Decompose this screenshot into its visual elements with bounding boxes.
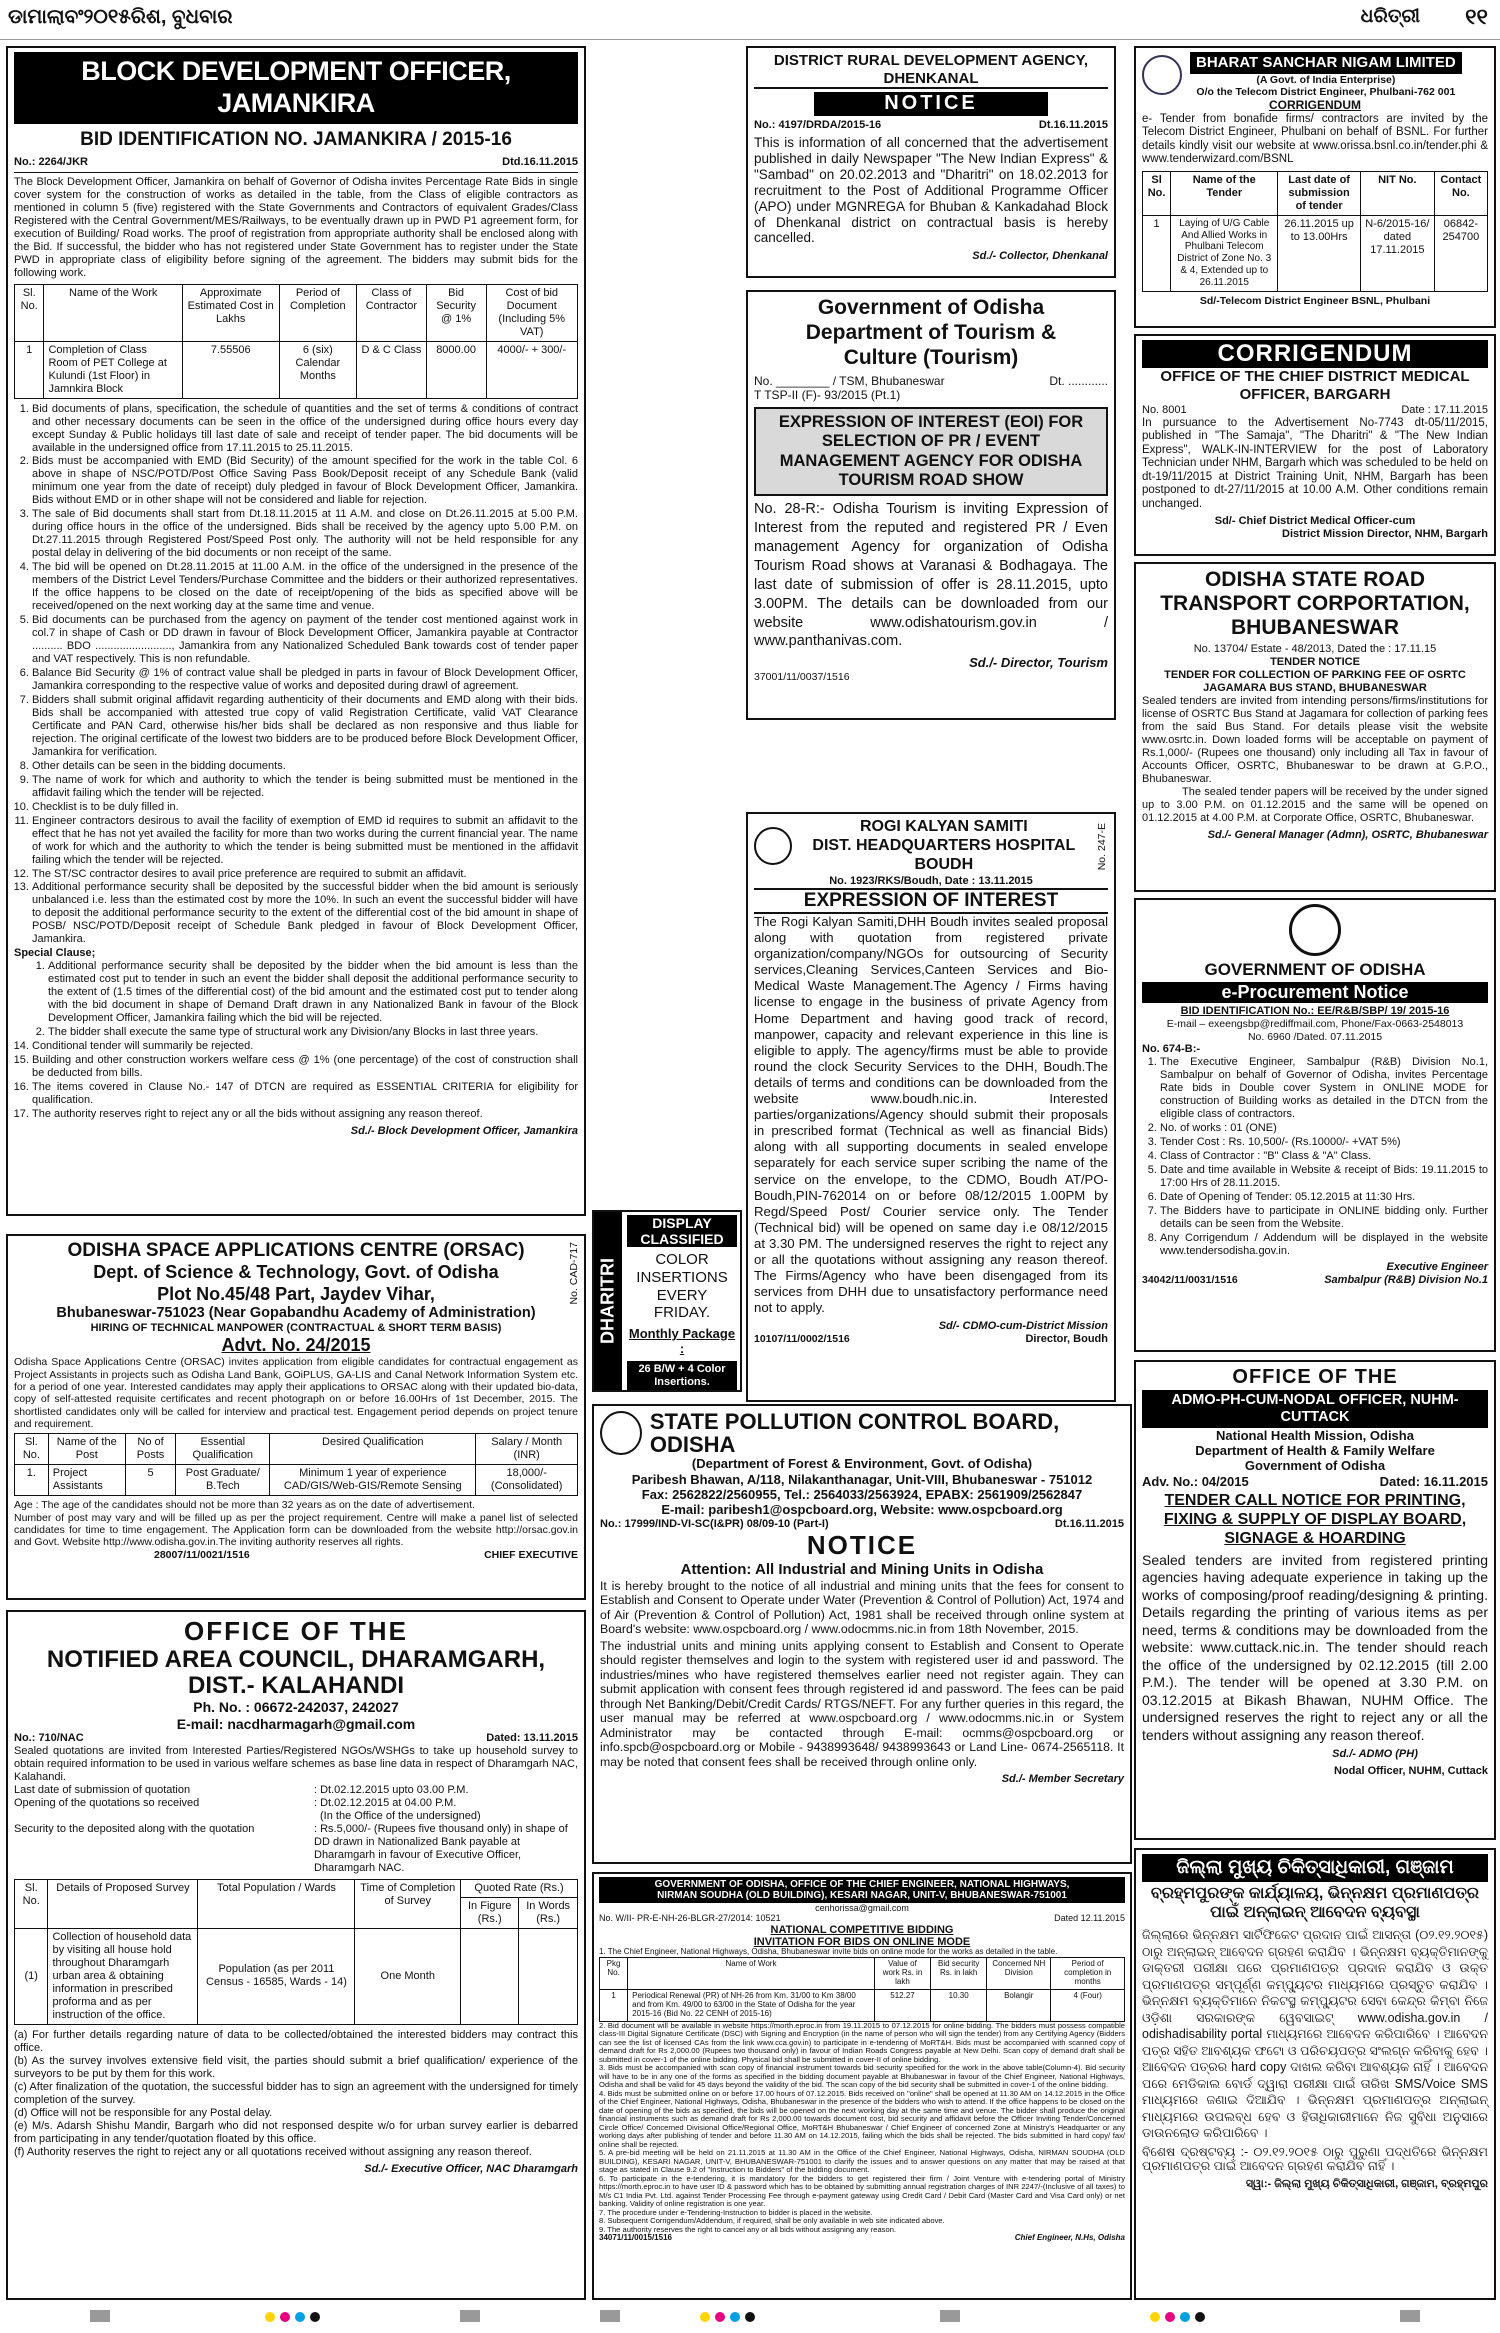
spcb-signature: Sd./- Member Secretary <box>1001 1773 1124 1786</box>
registration-square <box>600 2310 620 2322</box>
nuhm-title: TENDER CALL NOTICE FOR PRINTING, FIXING & SUPPLY OF DISPLAY BOARD, SIGNAGE & HOARDING <box>1163 1492 1467 1547</box>
page-header <box>0 0 1500 40</box>
nh-point: 4. Bids must be submitted online on or before 17.00 hours of 07.12.2015. Bids received on "online" shall be opened at 11.30 AM on 14.12.2015 in the Office of the Chief Engineer, National Highways, Odisha, Bhubaneswar in the presence of the bidders who wish to attend. If the office happens to be closed on the date of opening of the bids as specified, the bids will be opened on the next working day at the same time and venue. The bidder shall produce the original financial instruments such as demand draft for Rs 2,000.00 towards document cost, bid security and affidavit before the Officer Inviting Tender/Concerned Circle Office/ Concerned Divisional Office/Regional Office, MoRT&H Bhubaneswar / Chief Engineer of concerned Zone at Ministry's Headquarter or any working days after publishing of tender and before 11.30 AM on 14.12.2015, failing which the bids shall be rejected. The bids submitted in hard copy/ fax/ online shall be rejected. <box>599 2088 1125 2149</box>
bdo-clause: 9. The name of work for which and authority to which the tender is being submitted must be mentioned in the affidavit failing which the tender will be rejected. <box>32 774 578 800</box>
nac-cell: Population (as per 2011 Census - 16585, Wards - 14) <box>198 1929 355 2025</box>
nuhm-sign2: Nodal Officer, NUHM, Cuttack <box>1333 1765 1488 1778</box>
eproc-sign2: Sambalpur (R&B) Division No.1 <box>1324 1274 1488 1287</box>
color-dot <box>700 2312 710 2322</box>
bsnl-col: Name of the Tender <box>1171 171 1278 215</box>
orsac-cell: 5 <box>125 1465 176 1496</box>
orsac-age: Age : The age of the candidates should not be more than 32 years as on the date of advertisement. <box>14 1499 475 1512</box>
bdo-col: Period of Completion <box>279 284 357 341</box>
bsnl-cell: Laying of U/G Cable And Allied Works in Phulbani Telecom District of Zone No. 3 & 4, Extended up to 26.11.2015 <box>1171 215 1278 291</box>
osrtc-no: No. 13704/ Estate - 48/2013, Dated the : 17.11.15 <box>1193 643 1437 656</box>
orsac-table <box>14 1433 578 1496</box>
nac-signature: Sd./- Executive Officer, NAC Dharamgarh <box>364 2162 578 2175</box>
eproc-674: No. 674-B:- <box>1142 1042 1201 1055</box>
display-l2: EVERY FRIDAY. <box>653 1286 711 1322</box>
bargarh-no: No. 8001 <box>1142 403 1187 416</box>
bdo-title: BLOCK DEVELOPMENT OFFICER, JAMANKIRA <box>14 52 578 124</box>
eproc-item: 3. Tender Cost : Rs. 10,500/- (Rs.10000/- +VAT 5%) <box>1160 1136 1488 1149</box>
orsac-note: Number of post may vary and will be filled up as per the project requirement. Centre will make a panel list of selected candidates for time to time engagement. The Application form can be downloaded from the website http://orsac.gov.in and Govt. Website http://www.odisha.gov.in.The inviting authority reserves all rights. <box>14 1511 578 1549</box>
nac-body: Sealed quotations are invited from Interested Parties/Registered NGOs/WSHGs to take up household survey to obtain required information to be used in various welfare schemes as base line data in respect of Dharamgarh NAC, Kalahandi. <box>14 1745 578 1784</box>
spcb-p1: It is hereby brought to the notice of all industrial and mining units that the fees for consent to Establish and Consent to Operate under Water (Prevention & Control of Pollution) Act, 1974 and of Air (Prevention & Control of Pollution) Act, 1981 shall be received through online system at Board's website: www.ospcboard.org / www.odocmms.nic.in from 18th November, 2015. <box>600 1578 1124 1637</box>
rks-sign2: Director, Boudh <box>1025 1333 1108 1346</box>
bdo-col: Sl. No. <box>15 284 44 341</box>
tourism-t2: Department of Tourism & <box>805 320 1057 344</box>
orsac-t4: Bhubaneswar-751023 (Near Gopabandhu Academy of Administration) <box>56 1304 536 1321</box>
bsnl-sub: (A Govt. of India Enterprise) <box>1256 73 1396 86</box>
nuhm-m1: National Health Mission, Odisha <box>1216 1427 1414 1443</box>
bdo-clause: 11. Engineer contractors desirous to avail the facility of exemption of EMD id requires to submit an affidavit to the effect that he has not yet availed the facility for more than two works during the current financial year. The name of work for which and the authority to which the tender is being submitted must be mentioned in the affidavit failing which the tender will be rejected. <box>32 815 578 867</box>
bsnl-table <box>1142 171 1488 292</box>
bdo-intro: The Block Development Officer, Jamankira on behalf of Governor of Odisha invites Percentage Rate Bids in single cover system for the construction of works as detailed in the table, from the Class of eligible contractors as mentioned in column 5 (five) registered with the State Governments and Contractors of equivalent Grades/Class Registered with the Central Government/MES/Railways, to be eventually drawn up in PWD P1 agreement form, for execution of Building/ Road works. The proof of registration from appropriate authority shall be enclosed along with the Bid. If successful, the bidder who has not registered under State Government has to register under the State PWD in appropriate class of eligibility before signing of the agreement. The bidders may submit bids for the following work. <box>14 176 578 279</box>
bdo-clause: 13. Additional performance security shall be deposited by the successful bidder when the bid amount is seriously unbalanced i.e. less than the estimated cost by more the 10%. In such an event the successful bidder will have to deposit the additional performance security to the extent of the differential cost of the bid amount in shape of POSB/ NSC/POTD/Deposit receipt of Schedule Bank pledged in favour of Block Development Officer, Jamankira. <box>32 881 578 946</box>
bdo-signature: Sd./- Block Development Officer, Jamankira <box>350 1124 578 1137</box>
nuhm-m2: Department of Health & Family Welfare <box>1195 1443 1435 1459</box>
orsac-col: Name of the Post <box>48 1434 125 1465</box>
page-number: ୧୧ <box>1465 4 1488 29</box>
bdo-bid-id: BID IDENTIFICATION NO. JAMANKIRA / 2015-16 <box>80 128 512 150</box>
orsac-cell: Post Graduate/ B.Tech <box>176 1465 270 1496</box>
nuhm-m3: Government of Odisha <box>1244 1458 1386 1474</box>
header-date: ଡାମାଲାବଂ୨୦୧୫ରିଶ, ବୁଧବାର <box>8 6 233 28</box>
tourism-no: No. ________ / TSM, Bhubaneswar <box>754 374 945 389</box>
bdo-special <box>14 960 578 1039</box>
nh-col: Pkg No. <box>600 1958 628 1990</box>
nuhm-advt: Adv. No.: 04/2015 <box>1142 1473 1249 1489</box>
rks-t1: ROGI KALYAN SAMITI <box>859 818 1028 835</box>
nac-t1: OFFICE OF THE <box>184 1616 408 1646</box>
nac-f3-value: : Rs.5,000/- (Rupees five thousand only) in shape of DD drawn in Nationalized Bank payable at Dharamgarh in favour of Executive Officer, Dharamgarh NAC. <box>314 1823 568 1875</box>
nh-signature: Chief Engineer, N.Hs, Odisha <box>1014 2233 1125 2243</box>
eproc-email: E-mail – exeengsbp@rediffmail.com, Phone/Fax-0663-2548013 <box>1166 1018 1464 1031</box>
bsnl-corr-label: CORRIGENDUM <box>1269 98 1361 113</box>
rks-sign1: Sd/- CDMO-cum-District Mission <box>938 1320 1108 1333</box>
bsnl-logo-icon <box>1142 55 1182 95</box>
nh-date: Dated 12.11.2015 <box>1054 1913 1125 1924</box>
bdo-clause: 2. Bids must be accompanied with EMD (Bid Security) of the amount specified for the work in the table Col. 6 above in shape of NSC/POTD/Post Office Saving Pass Book/Deposit receipt of any Schedule Bank (valid minimum one year from the date of receipt) duly pledged in favour of Block Development Officer, Jamankira. Bids without EMD or in other shape will not be considered and liable for rejection. <box>32 455 578 507</box>
bargarh-body: In pursuance to the Advertisement No-7743 dt-05/11/2015, published in "The Samaja", "The Dharitri" & "The New Indian Express", WALK-IN-INTERVIEW for the post of Laboratory Technician under NHM, Bargarh which was scheduled to be held on dt-19/11/2015 at District Training Unit, NHM, Bargarh has been postponed to dt-27/11/2015 at 10.00 A.M. Other conditions remain unchanged. <box>1142 416 1488 511</box>
nac-term: (f) Authority reserves the right to reject any or all quotations received without assigning any reason thereof. <box>14 2145 532 2158</box>
orsac-cell: 18,000/- (Consolidated) <box>476 1465 578 1496</box>
nac-date: Dated: 13.11.2015 <box>486 1732 578 1745</box>
bdo-tail-clause: 16. The items covered in Clause No.- 147 of DTCN are required as ESSENTIAL CRITERIA for eligibility for qualification. <box>32 1081 578 1107</box>
nh-no: No. W/II- PR-E-NH-26-BLGR-27/2014: 10521 <box>599 1913 781 1924</box>
nac-cell <box>519 1929 578 2025</box>
nh-col: Value of work Rs. in lakh <box>874 1958 930 1990</box>
bdo-cell: 7.55506 <box>182 341 279 398</box>
eproc-item: 2. No. of works : 01 (ONE) <box>1160 1122 1488 1135</box>
rks-eoi-heading: EXPRESSION OF INTEREST <box>754 888 1108 914</box>
osrtc-body2: The sealed tender papers will be received by the under signed up to 3.00 P.M. on 01.12.2015 and the same will be opened on 01.12.2015 at 4.00 P.M. at Corporate Office, OSRTC, Bhubaneswar. <box>1142 786 1488 825</box>
orsac-ad <box>6 1234 586 1600</box>
nh-point: 5. A pre-bid meeting will be held on 21.11.2015 at 11.30 AM in the Office of the Chief Engineer, National Highways, Odisha, NIRMAN SOUDHA (OLD BUILDING), KESARI NAGAR, UNIT-V, BHUBANESWAR-751001 to clarify the issues and to answer questions on any matter that may be raised at that stage as stated in Clause 9.2 of "Instruction to Bidders" of the bidding document. <box>599 2148 1125 2175</box>
display-classified-ad <box>592 1210 742 1392</box>
bdo-clause: 10. Checklist is to be duly filled in. <box>32 801 578 814</box>
bdo-cell: 6 (six) Calendar Months <box>279 341 357 398</box>
eproc-item: 5. Date and time available in Website & receipt of Bids: 19.11.2015 to 17:00 Hrs of 28.11.2015. <box>1160 1164 1488 1190</box>
registration-square <box>90 2310 110 2322</box>
bdo-cell: 8000.00 <box>426 341 486 398</box>
nac-cell: Collection of household data by visiting all house hold throughout Dharamgarh urban area & obtaining information in prescribed proforma and as per instruction of the office. <box>48 1929 198 2025</box>
nac-term: (b) As the survey involves extensive field visit, the parties should submit a brief qualification/ experience of the surveyors to be put by them for this work. <box>14 2054 578 2080</box>
drda-no: No.: 4197/DRDA/2015-16 <box>754 118 882 131</box>
nh-h3: cenhorissa@gmail.com <box>815 1903 909 1914</box>
nh-intro: 1. The Chief Engineer, National Highways, Odisha, Bhubaneswar invite bids on online mode for the works as detailed in the table. <box>599 1947 1058 1957</box>
bdo-cell: 1 <box>15 341 44 398</box>
bsnl-col: Last date of submission of tender <box>1278 171 1361 215</box>
eproc-code: 34042/11/0031/1516 <box>1142 1274 1238 1287</box>
color-dot <box>295 2312 305 2322</box>
nac-cell: One Month <box>355 1929 461 2025</box>
spcb-notice-label: NOTICE <box>806 1530 918 1561</box>
orsac-t3: Plot No.45/48 Part, Jaydev Vihar, <box>157 1283 435 1304</box>
bargarh-corrigendum <box>1134 334 1496 556</box>
bsnl-corrigendum <box>1134 46 1496 328</box>
osrtc-body1: Sealed tenders are invited from intending persons/firms/institutions for license of OSRTC Bus Stand at Jagamara for collection of parking fees from the said Bus Stand. For details please visit the website www.osrtc.in. Down loaded forms will be acceptable on payment of Rs.1,000/- (Rupees one thousand) only including all Tax in favour of Accounts Officer, OSRTC, Bhubaneswar to be drawn at G.P.O., Bhubaneswar. <box>1142 695 1488 786</box>
tourism-dt: Dt. ............ <box>1049 374 1108 389</box>
nh-h1: GOVERNMENT OF ODISHA, OFFICE OF THE CHIEF ENGINEER, NATIONAL HIGHWAYS, <box>654 1879 1070 1890</box>
color-dot <box>730 2312 740 2322</box>
color-dot <box>715 2312 725 2322</box>
bdo-special-clause: 2. The bidder shall execute the same type of structural work any Division/any Blocks in last three years. <box>48 1026 578 1039</box>
tourism-ref: T TSP-II (F)- 93/2015 (Pt.1) <box>754 388 901 403</box>
nh-col: Concerned NH Division <box>987 1958 1051 1990</box>
rks-side-no: No. 247-E <box>1095 822 1108 870</box>
nac-col: Quoted Rate (Rs.) <box>461 1880 578 1898</box>
spcb-title: STATE POLLUTION CONTROL BOARD, ODISHA <box>649 1409 1060 1458</box>
nh-point: 9. The authority reserves the right to cancel any or all bids without assigning any reason. <box>599 2224 897 2234</box>
color-dot <box>1150 2312 1160 2322</box>
orsac-col: Salary / Month (INR) <box>476 1434 578 1465</box>
eproc-item: 1. The Executive Engineer, Sambalpur (R&B) Division No.1, Sambalpur on behalf of Governor of Odisha, invites Percentage Rate bids in Double cover System in ONLINE MODE for construction of Building works as detailed in the DTCN from the eligible class of contractors. <box>1160 1056 1488 1121</box>
eproc-title: e-Procurement Notice <box>1142 982 1488 1003</box>
bdo-date: Dtd.16.11.2015 <box>502 156 578 169</box>
nh-h2: NIRMAN SOUDHA (OLD BUILDING), KESARI NAGAR, UNIT-V, BHUBANESWAR-751001 <box>657 1890 1067 1902</box>
bdo-tail-clause: 15. Building and other construction workers welfare cess @ 1% (one percentage) of the cost of construction shall be deducted from bills. <box>32 1054 578 1080</box>
osrtc-title: ODISHA STATE ROAD TRANSPORT CORPORTATION, BHUBANESWAR <box>1160 568 1470 640</box>
nh-bidding <box>592 1872 1132 2300</box>
drda-notice <box>746 46 1116 278</box>
spcb-notice <box>592 1404 1132 1864</box>
nac-col: Sl. No. <box>15 1880 48 1929</box>
nh-t2: INVITATION FOR BIDS ON ONLINE MODE <box>753 1935 971 1948</box>
spcb-attn: Attention: All Industrial and Mining Units in Odisha <box>680 1561 1044 1579</box>
nac-term: (c) After finalization of the quotation, the successful bidder has to sign an agreement with the undersigned for timely completion of the survey. <box>14 2080 578 2106</box>
bsnl-col: Contact No. <box>1434 171 1487 215</box>
bsnl-col: NIT No. <box>1360 171 1434 215</box>
nac-term: (d) Office will not be responsible for any Postal delay. <box>14 2106 273 2119</box>
tourism-t3: Culture (Tourism) <box>843 345 1019 369</box>
nh-point: 3. Bids must be accompanied with scan copy of financial instrument towards bid security specified for the work in the above table(Column-4). Bid security will have to be in any one of the forms as specified in the bidding document payable at Bhubaneswar in favour of the Chief Engineer, National Highways, Odisha and shall be valid for 45 days beyond the validity of the bid. The scan copy of the bid security shall be submitted in cover-1 of the online bidding. <box>599 2063 1125 2090</box>
display-l4: 26 B/W + 4 Color Insertions. <box>627 1361 737 1390</box>
bargarh-date: Date : 17.11.2015 <box>1401 403 1488 416</box>
spcb-date: Dt.16.11.2015 <box>1054 1517 1124 1530</box>
nac-col: Details of Proposed Survey <box>48 1880 198 1929</box>
bdo-clause: 4. The bid will be opened on Dt.28.11.2015 at 11.00 A.M. in the office of the undersigned in the presence of the members of the District Level Tenders/Purchase Committee and the bidders or their authorized representatives. If the office happens to be closed on the date of receipt/opening of the bids as specified above will be received/opened on the next working day at the same time and venue. <box>32 561 578 613</box>
nh-col: Name of Work <box>628 1958 875 1990</box>
orsac-body: Odisha Space Applications Centre (ORSAC) invites application from eligible candidates for contractual engagement as Project Assistants in projects such as Odisha Land Bank, GOiPLUS, GA-LIS and Canal Network Information System etc. for a period of one year. Interested candidates may apply their applications to ORSAC along with their updated bio-data, copy of self-attested requisite certificates and recent photograph on or before 16.00Hrs of 1st December, 2015. The shortlisted candidates only will be called for interview and practical test. Engagement period depends on project tenure and requirement. <box>14 1356 578 1431</box>
bdo-clause: 3. The sale of Bid documents shall start from Dt.18.11.2015 at 11 A.M. and close on Dt.26.11.2015 at 5.00 P.M. during office hours in the office of the undersigned. Bids shall be received by the agency upto 5.00 P.M. on Dt.27.11.2015 through Registered Post/Speed Post only. The authority will not be held responsible for any postal delay in delivering of the bid documents or non receipt of the same. <box>32 508 578 560</box>
spcb-logo-icon <box>600 1411 642 1455</box>
nh-point: 7. The procedure under e-Tendering-Instruction to bidder is placed in the website. <box>599 2207 873 2217</box>
orsac-advt: Advt. No. 24/2015 <box>221 1334 371 1355</box>
bdo-col: Name of the Work <box>44 284 182 341</box>
nh-cell: 4 (Four) <box>1051 1989 1125 2021</box>
bsnl-office: O/o the Telecom District Engineer, Phulbani-762 001 <box>1196 86 1456 99</box>
bsnl-cell: 26.11.2015 up to 13.00Hrs <box>1278 215 1361 291</box>
orsac-t1: ODISHA SPACE APPLICATIONS CENTRE (ORSAC) <box>67 1240 525 1261</box>
bdo-table <box>14 284 578 399</box>
tourism-t1: Government of Odisha <box>817 296 1045 319</box>
nh-point: 6. To participate in the e-tendering, it is mandatory for the bidders to get registered their firm / Joint Venture with e-tendering portal of Ministry https://morth.eproc.in to have user ID & password which has to be obtained by submitting annual registration charges of INR 2247/-(Inclusive of all taxes) to M/s C1 India Pvt. Ltd. against Tender Processing Fee through e-payment gateway using Credit Card / Debit Card (Master Card and Visa Card only) or net banking. Validity of online registration is one year. <box>599 2173 1125 2209</box>
bsnl-title: BHARAT SANCHAR NIGAM LIMITED <box>1190 52 1462 74</box>
bsnl-signature: Sd/-Telecom District Engineer BSNL, Phulbani <box>1199 294 1431 307</box>
bdo-special-label: Special Clause; <box>14 947 96 960</box>
bsnl-cell: 06842-254700 <box>1434 215 1487 291</box>
drda-date: Dt.16.11.2015 <box>1038 118 1108 131</box>
eproc-sign1: Executive Engineer <box>1386 1261 1488 1274</box>
color-dot <box>745 2312 755 2322</box>
nuhm-date: Dated: 16.11.2015 <box>1379 1473 1488 1489</box>
bdo-no: No.: 2264/JKR <box>14 156 88 169</box>
nac-cell: (1) <box>15 1929 48 2025</box>
tourism-code: 37001/11/0037/1516 <box>754 670 850 683</box>
nh-col: Period of completion in months <box>1051 1958 1125 1990</box>
spcb-addr: Paribesh Bhawan, A/118, Nilakanthanagar, Unit-VIII, Bhubaneswar - 751012 <box>631 1471 1093 1487</box>
spcb-email: E-mail: paribesh1@ospcboard.org, Website: www.ospcboard.org <box>661 1502 1063 1518</box>
nac-term: (e) M/s. Adarsh Shishu Mandir, Bargarh who did not responsed despite w/o for urban survey earlier is debarred from participating in any tender/quotation floated by this office. <box>14 2119 578 2145</box>
osrtc-tt: TENDER FOR COLLECTION OF PARKING FEE OF OSRTC JAGAMARA BUS STAND, BHUBANESWAR <box>1164 669 1466 695</box>
bdo-jamankira-ad <box>6 46 586 1216</box>
orsac-side-no: No. CAD-717 <box>567 1242 580 1305</box>
eproc-item: 4. Class of Contractor : "B" Class & "A" Class. <box>1160 1150 1488 1163</box>
rks-boudh-eoi <box>746 812 1116 1402</box>
orsac-code: 28007/11/0021/1516 <box>154 1548 250 1561</box>
display-l3: Monthly Package : <box>628 1325 736 1357</box>
orsac-col: No of Posts <box>125 1434 176 1465</box>
eproc-item: 6. Date of Opening of Tender: 05.12.2015 at 11:30 Hrs. <box>1160 1191 1488 1204</box>
color-dot <box>280 2312 290 2322</box>
spcb-p2: The industrial units and mining units applying consent to Establish and Consent to Operate should register themselves and login to the system with registered user id and password. The industries/mines who have registered themselves earlier need not register again. They can submit application with consent fees through registered id and password. The fees can be paid through Net Banking/Debit/Credit Cards/ RTGS/NEFT. For any further queries in this regard, the user manual may be referred at www.ospcboard.org / www.odocmms.nic.in or System Administrator may be contacted through E-mail: ocmms@ospcboard.org or info.spcb@ospcboard.org or Mobile - 9438993648/ 9438993643 or Land Line- 0674-2565118. It may be noted that consent fees shall be received through online only. <box>600 1638 1124 1769</box>
nh-point: 2. Bid document will be available in website https://morth.eproc.in from 19.11.2015 to 07.12.2015 for online bidding. The bidders must possess compatible class-III Digital Signature Certificate (DSC) with Signing and Encryption (in the name of person who will sign the tender) from any Certifying Agency (Bidders can see the list of licensed CAs from the link www.cca.gov.in) to participate in e-tendering of MoRT&H. Bids must be accompanied with scanned copy of demand draft for Rs 2,000.00 (Rupees two thousand only) in favour of Indian Roads Congress payable at New Delhi. Scan copy of demand draft shall be submitted in cover-1 of the online bidding. Physical bid shall be submitted in cover-II of online bidding. <box>599 2020 1125 2064</box>
nac-f3-label: Security to the deposited along with the quotation <box>14 1823 255 1836</box>
eproc-bid: BID IDENTIFICATION No.: EE/R&B/SBP/ 19/ 2015-16 <box>1180 1005 1450 1018</box>
osrtc-tender <box>1134 562 1496 892</box>
color-dot <box>1195 2312 1205 2322</box>
nac-no: No.: 710/NAC <box>14 1732 84 1745</box>
nac-f2-value: : Dt.02.12.2015 at 04.00 P.M. <box>314 1797 457 1810</box>
orsac-t5: HIRING OF TECHNICAL MANPOWER (CONTRACTUAL & SHORT TERM BASIS) <box>90 1321 502 1334</box>
color-dot <box>265 2312 275 2322</box>
display-title: DISPLAY CLASSIFIED <box>627 1215 737 1247</box>
spcb-fax: Fax: 2562822/2560955, Tel.: 2564033/2563924, EPABX: 2561909/2562847 <box>641 1486 1083 1502</box>
drda-signature: Sd./- Collector, Dhenkanal <box>972 250 1108 263</box>
tourism-eoi-heading: EXPRESSION OF INTEREST (EOI) FOR SELECTION OF PR / EVENT MANAGEMENT AGENCY FOR ODISHA TOURISM ROAD SHOW <box>754 407 1108 497</box>
odisha-emblem-icon <box>1289 904 1341 956</box>
orsac-cell: Minimum 1 year of experience CAD/GIS/Web-GIS/Remote Sensing <box>270 1465 476 1496</box>
nac-col: Total Population / Wards <box>198 1880 355 1929</box>
nh-cell: 512.27 <box>874 1989 930 2021</box>
rks-code: 10107/11/0002/1516 <box>754 1333 850 1346</box>
nac-col: Time of Completion of Survey <box>355 1880 461 1929</box>
nh-cell: Periodical Renewal (PR) of NH-26 from Km. 31/00 to Km 38/00 and from Km. 49/00 to 63/00 in the State of Odisha for the year 2015-16 (Bid No. 22 CENH of 2015-16) <box>628 1989 875 2021</box>
print-registration-marks <box>0 2300 1500 2333</box>
osrtc-tn: TENDER NOTICE <box>1270 656 1360 669</box>
bdo-clause: 5. Bid documents can be purchased from the agency on payment of the tender cost mentioned against work in col.7 in shape of Cash or DD drawn in favour of Block Development Officer, Jamankira payable at Contractor .......... BDO ........................., Jamankira from any Nationalized Scheduled Bank towards cost of tender paper and VAT respectively. This is non refundable. <box>32 614 578 666</box>
nac-f2-value2: (In the Office of the undersigned) <box>320 1810 481 1823</box>
rks-t3: BOUDH <box>914 855 974 873</box>
drda-body: This is information of all concerned that the advertisement published in daily Newspaper "The New Indian Express" & "Sambad" on 20.02.2013 and "Dharitri" on 18.02.2013 for recruitment to the Post of Additional Programme Officer (APO) under MGNREGA for Bhuban & Kankadahad Block of Dhenkanal district on contractual basis is hereby cancelled. <box>754 134 1108 246</box>
nh-t1: NATIONAL COMPETITIVE BIDDING <box>770 1923 954 1936</box>
nuhm-cuttack-tender <box>1134 1360 1496 1840</box>
bdo-col: Cost of bid Document (Including 5% VAT) <box>486 284 578 341</box>
bdo-col: Bid Security @ 1% <box>426 284 486 341</box>
nac-table <box>14 1879 578 2025</box>
ganjam-special: ବିଶେଷ ଦ୍ରଷ୍ଟବ୍ୟ :- ୦୨.୧୨.୨୦୧୫ ଠାରୁ ପୁରୁଣା ପଦ୍ଧତିରେ ଭିନ୍ନକ୍ଷମ ପ୍ରମାଣପତ୍ର ପାଇଁ ଆବେଦନ ଗ୍ରହଣ କରାଯିବ ନାହିଁ । <box>1142 2144 1488 2174</box>
drda-notice-label: NOTICE <box>814 92 1048 116</box>
nac-term: (a) For further details regarding nature of data to be collected/obtained the interested bidders may contract this office. <box>14 2028 578 2054</box>
rks-t2: DIST. HEADQUARTERS HOSPITAL <box>812 836 1076 854</box>
nh-point: 8. Subsequent Corrigendum/Addendum, if required, shall be only available in web site indicated above. <box>599 2216 945 2226</box>
bdo-clause: 6. Balance Bid Security @ 1% of contract value shall be pledged in parts in favour of Block Development Officer, Jamankira corresponding to the respective value of works and deposited during drawl of agreement. <box>32 667 578 693</box>
color-dot <box>1180 2312 1190 2322</box>
bdo-tail <box>14 1040 578 1121</box>
ganjam-body: ଜିଲ୍ଲାରେ ଭିନ୍ନକ୍ଷମ ସାର୍ଟିଫିକେଟ ପ୍ରଦାନ ପାଇଁ ଆସନ୍ତା (୦୨.୧୨.୨୦୧୫) ଠାରୁ ଅନ୍‌ଲାଇନ୍ ଆବେଦନ ଗ୍ରହଣ କରାଯିବ । ଭିନ୍ନକ୍ଷମ ବ୍ୟକ୍ତିମାନଙ୍କୁ ଡାକ୍ତରୀ ପରୀକ୍ଷା ପରେ ପ୍ରମାଣପତ୍ର ପ୍ରଦାନ କରାଯିବ ଓ ଉକ୍ତ ପ୍ରମାଣପତ୍ର ସମ୍ପୂର୍ଣ୍ଣ କମ୍ପ୍ୟୁଟର ମାଧ୍ୟମରେ ପ୍ରସ୍ତୁତ କରାଯିବ । ଭିନ୍ନକ୍ଷମ ବ୍ୟକ୍ତିମାନେ ନିକଟସ୍ଥ କମ୍ପ୍ୟୁଟର ସେବା କେନ୍ଦ୍ର କିମ୍ବା ନିଜେ ଓଡ଼ିଶା ସରକାରଙ୍କ ୱେବସାଇଟ୍ www.odisha.gov.in / odishadisability portal ମାଧ୍ୟମରେ ଆବେଦନ କରିପାରିବେ । ଆବେଦନ ପତ୍ର ସହିତ ଆବଶ୍ୟକ ଫଟୋ ଓ ପରିଚୟପତ୍ର ସଂଲଗ୍ନ କରିବାକୁ ହେବ । ଆବେଦନ ପତ୍ରର hard copy ଦାଖଲ କରିବା ଆବଶ୍ୟକ ନାହିଁ । ଆବେଦନ ପରେ ମେଡିକାଲ ବୋର୍ଡ ଦ୍ୱାରା ପରୀକ୍ଷା ପାଇଁ ତାରିଖ SMS/Voice SMS ମାଧ୍ୟମରେ ଜଣାଇ ଦିଆଯିବ । ଭିନ୍ନକ୍ଷମ ପ୍ରମାଣପତ୍ର ଅନ୍‌ଲାଇନ୍ ମାଧ୍ୟମରେ ଉପଲବ୍ଧ ହେବ ଓ ହିତାଧିକାରୀମାନେ ନିଜ ସୁବିଧା ଅନୁସାରେ ଡାଉନଲୋଡ କରିପାରିବେ । <box>1142 1928 1488 2141</box>
nh-code: 34071/11/0015/1516 <box>599 2233 672 2243</box>
orsac-col: Sl. No. <box>15 1434 49 1465</box>
newspaper-name: ଧରିତ୍ରୀ <box>1360 6 1420 27</box>
bargarh-office: OFFICE OF THE CHIEF DISTRICT MEDICAL OFFICER, BARGARH <box>1160 368 1470 403</box>
nh-col: Bid security Rs. in lakh <box>931 1958 987 1990</box>
tourism-eoi <box>746 290 1116 720</box>
ganjam-sub2: ପାଇଁ ଅନ୍‌ଲାଇନ୍ ଆବେଦନ ବ୍ୟବସ୍ଥା <box>1210 1904 1420 1922</box>
eproc-items <box>1142 1056 1488 1258</box>
osrtc-signature: Sd./- General Manager (Admn), OSRTC, Bhubaneswar <box>1207 828 1488 841</box>
nac-col: In Figure (Rs.) <box>461 1898 519 1929</box>
nh-cell: 1 <box>600 1989 628 2021</box>
bdo-clause: 12. The ST/SC contractor desires to avail price preference are required to submit an affidavit. <box>32 868 578 881</box>
nh-cell: Bolangir <box>987 1989 1051 2021</box>
registration-square <box>1400 2310 1420 2322</box>
nac-dharamgarh-ad <box>6 1610 586 2300</box>
eproc-no: No. 6960 /Dated. 07.11.2015 <box>1247 1030 1383 1043</box>
color-dot <box>1165 2312 1175 2322</box>
rks-body: The Rogi Kalyan Samiti,DHH Boudh invites sealed proposal along with quotation from registered private organization/company/NGOs for outsourcing of Security services,Cleaning Services,Canteen Services and Bio-Medical Waste Management.The Agency / Firms having license to engage in the business of private Agency from Home Department and having good track of record, manpower, capacity and relevant experience in this line is eligible to apply. The agency/firms must be able to provide round the clock Security Services to the DHH, Boudh.The details of terms and conditions can be downloaded from the website www.boudh.nic.in. Interested parties/organizations/Agency should submit their proposals in prescribed format (Technical as well as financial Bids) along with all supporting documents in sealed envelope separately for each service super scribing the name of the service on the envelope, to the CDMO, Boudh AT/PO-Boudh,PIN-762014 on or before 08/12/2015 1.00PM by Regd/Speed Post/ Courier service only. The Tender (Technical bid) will be opened on same day i.e 08/12/2015 at 3.30 PM. The undersigned reserves the right to reject any or all the quotations without assigning any reason thereof. The Firms/Agency who have been disengaged from its services from DHH due to unsatisfactory performance need not to apply. <box>754 914 1108 1316</box>
bargarh-title: CORRIGENDUM <box>1142 340 1488 368</box>
color-dot <box>310 2312 320 2322</box>
rks-no: No. 1923/RKS/Boudh, Date : 13.11.2015 <box>829 874 1033 887</box>
bdo-col: Class of Contractor <box>357 284 426 341</box>
bdo-clause: 1. Bid documents of plans, specification, the schedule of quantities and the set of terms & conditions of contract and other necessary documents can be seen in the office of the undersigned during office hours every day except Sunday & Public holidays till last date of sale and receipt of tender paper. The bid documents will be available in the undersigned office from 17.11.2015 to 25.11.2015. <box>32 403 578 455</box>
nac-t2: NOTIFIED AREA COUNCIL, DHARAMGARH, DIST.- KALAHANDI <box>46 1645 546 1700</box>
bdo-col: Approximate Estimated Cost in Lakhs <box>182 284 279 341</box>
tourism-signature: Sd./- Director, Tourism <box>969 655 1108 671</box>
display-l1: COLOR INSERTIONS <box>636 1251 728 1286</box>
drda-title: DISTRICT RURAL DEVELOPMENT AGENCY, DHENKANAL <box>754 52 1108 89</box>
nuhm-body: Sealed tenders are invited from registered printing agencies having adequate experience in taking up the works of composing/proof reading/designing & printing. Details regarding the printing of various items as per need, terms & conditions may be downloaded from the website: www.cuttack.nic.in. The tender should reach the office of the undersigned by 02.12.2015 (till 2.00 P.M.). The tender will be opened at 3.30 P.M. on 03.12.2015 at Bikash Bhawan, NUHM Office. The undersigned reserves the right to reject any or all the tenders without assigning any reason thereof. <box>1142 1551 1488 1743</box>
orsac-signature: CHIEF EXECUTIVE <box>484 1548 578 1561</box>
bdo-clauses <box>14 403 578 947</box>
nuhm-t2: ADMO-PH-CUM-NODAL OFFICER, NUHM-CUTTACK <box>1142 1390 1488 1428</box>
bdo-tail-clause: 17. The authority reserves right to reject any or all the bids without assigning any reason thereof. <box>32 1108 578 1121</box>
ganjam-cdmo-notice <box>1134 1848 1496 2300</box>
nac-cell <box>461 1929 519 2025</box>
eproc-notice <box>1134 898 1496 1352</box>
bsnl-cell: 1 <box>1143 215 1171 291</box>
bdo-cell: 4000/- + 300/- <box>486 341 578 398</box>
nac-f2-label: Opening of the quotations so received <box>14 1797 200 1810</box>
orsac-col: Essential Qualification <box>176 1434 270 1465</box>
nh-table <box>599 1957 1125 2022</box>
bdo-special-clause: 1. Additional performance security shall be deposited by the bidder when the bid amount is less than the estimated cost put to tender in such an event the bidder shall deposit the additional performance security to the extent of (1.5 times of the differential cost) of the bid amount and the estimated cost put to tender along with the bid document in shape of Demand Draft drawn in any Nationalized Bank in favour of the Block Development Officer, Jamankira failing which the bid will be rejected. <box>48 960 578 1025</box>
spcb-no: No.: 17999/IND-VI-SC(I&PR) 08/09-10 (Part-I) <box>600 1517 829 1530</box>
ganjam-title: ଜିଲ୍ଲା ମୁଖ୍ୟ ଚିକିତ୍ସାଧିକାରୀ, ଗଞ୍ଜାମ <box>1142 1854 1488 1882</box>
eproc-item: 8. Any Corrigendum / Addendum will be displayed in the website www.tendersodisha.gov.in. <box>1160 1232 1488 1258</box>
registration-square <box>940 2310 960 2322</box>
bargarh-sign1: Sd/- Chief District Medical Officer-cum <box>1214 514 1416 527</box>
orsac-col: Desired Qualification <box>270 1434 476 1465</box>
nuhm-t1: OFFICE OF THE <box>1232 1366 1398 1388</box>
bdo-cell: Completion of Class Room of PET College at Kulundi (1st Floor) in Jamnkira Block <box>44 341 182 398</box>
orsac-t2: Dept. of Science & Technology, Govt. of Odisha <box>93 1262 499 1283</box>
nac-col: In Words (Rs.) <box>519 1898 578 1929</box>
nh-cell: 10.30 <box>931 1989 987 2021</box>
tourism-body: No. 28-R:- Odisha Tourism is inviting Expression of Interest from the reputed and registered PR / Even management Agency for organization of Odisha Tourism Road shows at Varanasi & Bodhagaya. The last date of submission of offer is 28.11.2015, upto 3.00PM. The details can be downloaded from our website www.odishatourism.gov.in / www.panthanivas.com. <box>754 501 1108 650</box>
nac-f1-label: Last date of submission of quotation <box>14 1784 191 1797</box>
nuhm-sign1: Sd./- ADMO (PH) <box>1332 1748 1418 1761</box>
bdo-clause: 8. Other details can be seen in the bidding documents. <box>32 760 578 773</box>
bsnl-body: e- Tender from bonafide firms/ contractors are invited by the Telecom District Engineer, Phulbani on behalf of BSNL. For further details kindly visit our website at www.orissa.bsnl.co.in/tender.phi & www.tenderwizard.com/BSNL <box>1142 112 1488 166</box>
registration-square <box>460 2310 480 2322</box>
nac-email: E-mail: nacdharmagarh@gmail.com <box>176 1715 416 1732</box>
eproc-item: 7. The Bidders have to participate in ONLINE bidding only. Further details can be seen from the Website. <box>1160 1205 1488 1231</box>
display-brand: DHARITRI <box>594 1212 622 1390</box>
ganjam-sub1: ବ୍ରହ୍ମପୁରଙ୍କ କାର୍ଯ୍ୟାଳୟ, ଭିନ୍ନକ୍ଷମ ପ୍ରମାଣପତ୍ର <box>1150 1885 1480 1903</box>
bsnl-col: Sl No. <box>1143 171 1171 215</box>
spcb-dept: (Department of Forest & Environment, Govt. of Odisha) <box>691 1456 1033 1472</box>
orsac-cell: 1. <box>15 1465 49 1496</box>
ganjam-signature: ସ୍ୱା:- ଜିଲ୍ଲା ମୁଖ୍ୟ ଚିକିତ୍ସାଧିକାରୀ, ଗଞ୍ଜାମ, ବ୍ରହ୍ମପୁର <box>1245 2178 1488 2191</box>
bdo-clause: 7. Bidders shall submit original affidavit regarding authenticity of their documents and EMD along with their bids. Bids shall be accompanied with attested true copy of valid Registration Certificate, valid VAT Clearance Certificate and PAN Card, otherwise his/her bids shall be declared as non responsive and thus liable for rejection. The original certificate of the lowest two bidders are to be produced before Block Development Officer, Jamankira for verification. <box>32 694 578 759</box>
nac-f1-value: : Dt.02.12.2015 upto 03.00 P.M. <box>314 1784 469 1797</box>
bsnl-cell: N-6/2015-16/ dated 17.11.2015 <box>1360 215 1434 291</box>
orsac-cell: Project Assistants <box>48 1465 125 1496</box>
bargarh-sign2: District Mission Director, NHM, Bargarh <box>1282 527 1488 540</box>
bdo-tail-clause: 14. Conditional tender will summarily be rejected. <box>32 1040 578 1053</box>
nac-ph: Ph. No. : 06672-242037, 242027 <box>193 1699 399 1716</box>
eproc-gov: GOVERNMENT OF ODISHA <box>1204 959 1426 979</box>
bdo-cell: D & C Class <box>357 341 426 398</box>
rks-emblem-icon <box>754 827 792 865</box>
